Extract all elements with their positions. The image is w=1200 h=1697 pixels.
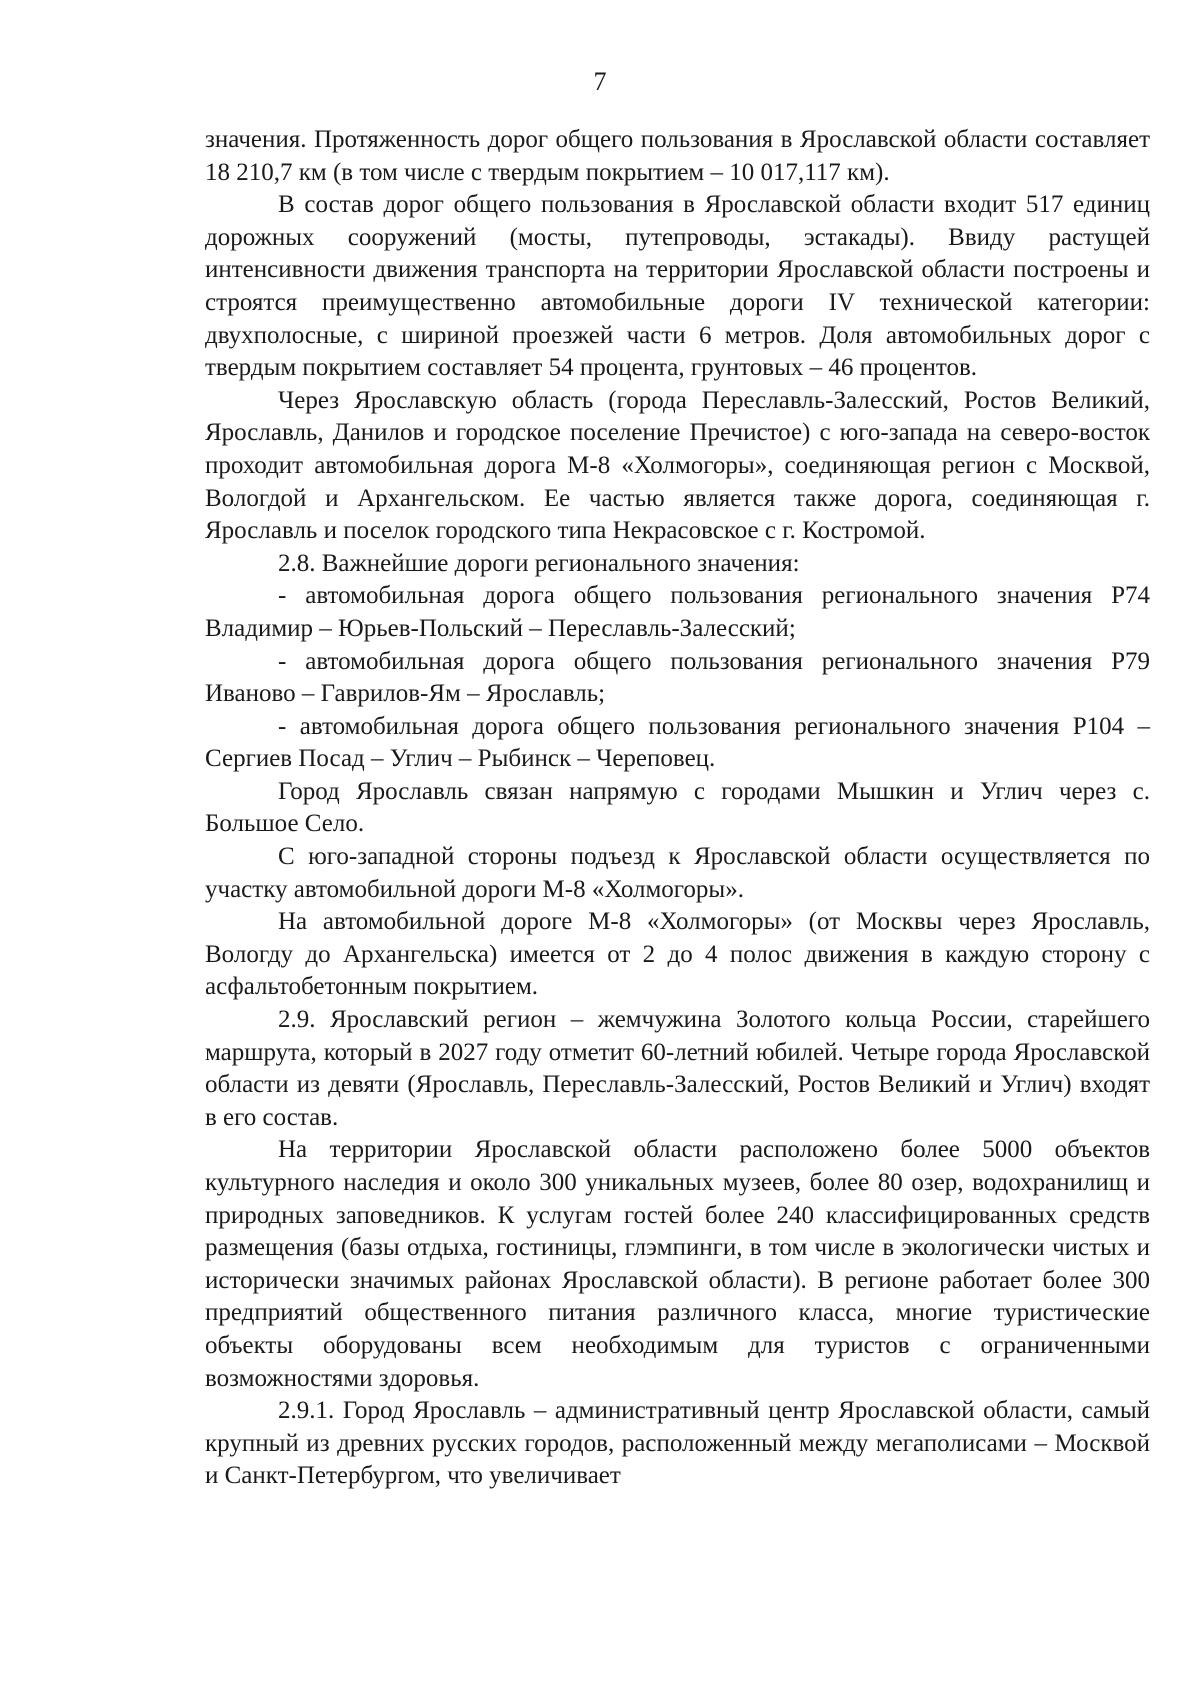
paragraph-cultural-heritage: На территории Ярославской области расположено более 5000 объектов культурного наследия и около 300 уникальных музеев, более 80 озер, водохранилищ и природных заповедников. К услугам гостей более 240 классифицированных средств размещения (базы отдыха, гостиницы, глэмпинги, в том числе в экологически чистых и исторически значимых районах Ярославской области). В регионе работает более 300 предприятий общественного питания различного класса, многие туристические объекты оборудованы всем необходимым для туристов с ограниченными возможностями здоровья. [205,1136,1150,1392]
list-item-r74: - автомобильная дорога общего пользования регионального значения Р74 Владимир – Юрьев-Польский – Переславль-Залесский; [205,582,1150,642]
section-heading-2-8: 2.8. Важнейшие дороги регионального значения: [278,549,800,577]
section-2-9-golden-ring: 2.9. Ярославский регион – жемчужина Золотого кольца России, старейшего маршрута, который в 2027 году отметит 60-летний юбилей. Четыре города Ярославской области из девяти (Ярославль, Переславль-Залесский, Ростов Великий и Углич) входят в его состав. [205,1006,1150,1131]
paragraph-m8-route: Через Ярославскую область (города Переславль-Залесский, Ростов Великий, Ярославль, Данилов и городское поселение Пречистое) с юго-запада на северо-восток проходит автомобильная дорога М-8 «Холмогоры», соединяющая регион с Москвой, Вологдой и Архангельском. Ее частью является также дорога, соединяющая г. Ярославль и поселок городского типа Некрасовское с г. Костромой. [205,386,1150,545]
paragraph-m8-lanes: На автомобильной дороге М-8 «Холмогоры» (от Москвы через Ярославль, Вологду до Архангельска) имеется от 2 до 4 полос движения в каждую сторону с асфальтобетонным покрытием. [205,908,1150,1001]
paragraph-road-structures: В состав дорог общего пользования в Ярославской области входит 517 единиц дорожных сооружений (мосты, путепроводы, эстакады). Ввиду растущей интенсивности движения транспорта на территории Ярославской области построены и строятся преимущественно автомобильные дороги IV технической категории: двухполосные, с шириной проезжей части 6 метров. Доля автомобильных дорог с твердым покрытием составляет 54 процента, грунтовых – 46 процентов. [205,191,1150,382]
list-item-r79: - автомобильная дорога общего пользования регионального значения Р79 Иваново – Гаврилов-Ям – Ярославль; [205,647,1150,708]
document-body [205,124,1150,1493]
paragraph-yaroslavl-links: Город Ярославль связан напрямую с городами Мышкин и Углич через с. Большое Село. [205,777,1150,838]
section-2-9-1-yaroslavl-city: 2.9.1. Город Ярославль – административный центр Ярославской области, самый крупный из древних русских городов, расположенный между мегаполисами – Москвой и Санкт-Петербургом, что увеличивает [205,1397,1150,1490]
paragraph-southwest-access: С юго-западной стороны подъезд к Ярославской области осуществляется по участку автомобильной дороги М-8 «Холмогоры». [205,843,1150,903]
paragraph-road-length: значения. Протяженность дорог общего пользования в Ярославской области составляет 18 210,7 км (в том числе с твердым покрытием – 10 017,117 км). [205,126,1150,186]
list-item-r104: - автомобильная дорога общего пользования регионального значения Р104 – Сергиев Посад – Углич – Рыбинск – Череповец. [205,712,1150,773]
page-number: 7 [593,67,607,96]
